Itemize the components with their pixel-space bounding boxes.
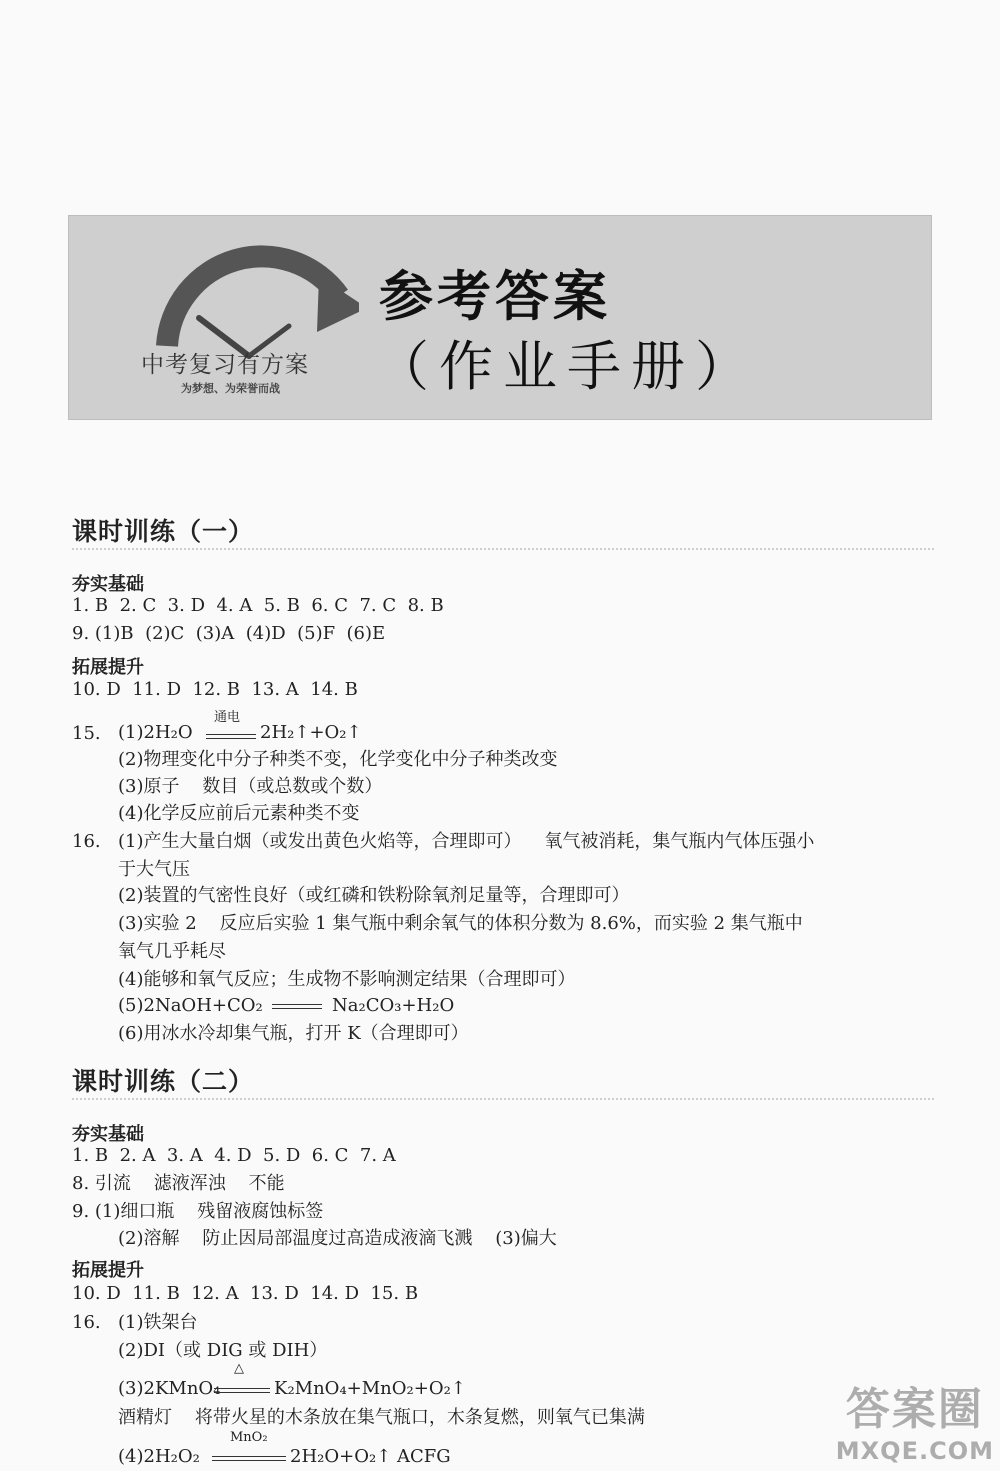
answer-line: 9. (1)细口瓶 残留液腐蚀标签 (72, 1201, 324, 1222)
equation-left: (3)2KMnO₄ (118, 1378, 221, 1399)
brand-name: 中考复习有方案 (141, 352, 309, 378)
subsection-heading: 拓展提升 (72, 1260, 144, 1281)
divider (72, 1098, 934, 1100)
answer-line: 1. B 2. A 3. A 4. D 5. D 6. C 7. A (72, 1145, 396, 1166)
header-banner (68, 215, 932, 420)
reaction-condition: △ (234, 1361, 244, 1376)
page-title: 参考答案 (379, 265, 611, 328)
subsection-heading: 夯实基础 (72, 574, 144, 595)
answer-line: (4)能够和氧气反应；生成物不影响测定结果（合理即可） (118, 969, 576, 990)
answer-line: (1)产生大量白烟（或发出黄色火焰等，合理即可） 氧气被消耗，集气瓶内气体压强小 (118, 831, 815, 852)
subsection-heading: 拓展提升 (72, 657, 144, 678)
answer-line: (1)铁架台 (118, 1312, 198, 1333)
answer-line: 氧气几乎耗尽 (118, 941, 226, 962)
answer-line: (2)DI（或 DIG 或 DIH） (118, 1340, 328, 1361)
answer-line: 于大气压 (118, 859, 190, 880)
reaction-condition: MnO₂ (230, 1430, 268, 1445)
equation-right: Na₂CO₃+H₂O (332, 995, 455, 1016)
answer-line: (3)实验 2 反应后实验 1 集气瓶中剩余氧气的体积分数为 8.6%，而实验 2 集气瓶中 (118, 913, 803, 934)
answer-line: (6)用冰水冷却集气瓶，打开 K（合理即可） (118, 1023, 469, 1044)
equation-left: (4)2H₂O₂ (118, 1446, 200, 1467)
reaction-condition: 通电 (214, 710, 241, 725)
answer-line: (2)物理变化中分子种类不变，化学变化中分子种类改变 (118, 749, 558, 770)
answer-line: 10. D 11. D 12. B 13. A 14. B (72, 679, 358, 700)
equals-bar (272, 1004, 322, 1009)
answer-line: 10. D 11. B 12. A 13. D 14. D 15. B (72, 1283, 419, 1304)
divider (72, 548, 934, 550)
answer-line: 酒精灯 将带火星的木条放在集气瓶口，木条复燃，则氧气已集满 (118, 1407, 645, 1428)
answer-line: (2)溶解 防止因局部温度过高造成液滴飞溅 (3)偏大 (118, 1228, 557, 1249)
answer-line: 8. 引流 滤液浑浊 不能 (72, 1173, 285, 1194)
page-subtitle: （作业手册） (375, 335, 759, 398)
answer-line: (3)原子 数目（或总数或个数） (118, 776, 383, 797)
equals-bar (212, 1456, 286, 1461)
section-heading: 课时训练（一） (72, 517, 255, 546)
equation-right: K₂MnO₄+MnO₂+O₂↑ (274, 1378, 466, 1399)
equation-left: (5)2NaOH+CO₂ (118, 995, 263, 1016)
watermark-url: MXQE.COM (835, 1437, 994, 1465)
equals-bar (206, 734, 256, 739)
answer-line: 9. (1)B (2)C (3)A (4)D (5)F (6)E (72, 623, 386, 644)
question-number: 16. (72, 831, 101, 852)
equals-bar (214, 1388, 270, 1393)
section-heading: 课时训练（二） (72, 1067, 255, 1096)
equation-right: 2H₂O+O₂↑ ACFG (290, 1446, 451, 1467)
question-number: 16. (72, 1312, 101, 1333)
question-number: 15. (72, 723, 101, 744)
answer-line: 1. B 2. C 3. D 4. A 5. B 6. C 7. C 8. B (72, 595, 444, 616)
answer-line: (2)装置的气密性良好（或红磷和铁粉除氧剂足量等，合理即可） (118, 885, 630, 906)
watermark-text: 答案圈 (845, 1384, 984, 1435)
subsection-heading: 夯实基础 (72, 1124, 144, 1145)
brand-slogan: 为梦想、为荣誉而战 (181, 382, 280, 395)
equation-right: 2H₂↑+O₂↑ (260, 722, 362, 743)
watermark (836, 1373, 994, 1465)
equation-left: (1)2H₂O (118, 722, 193, 743)
answer-line: (4)化学反应前后元素种类不变 (118, 803, 360, 824)
